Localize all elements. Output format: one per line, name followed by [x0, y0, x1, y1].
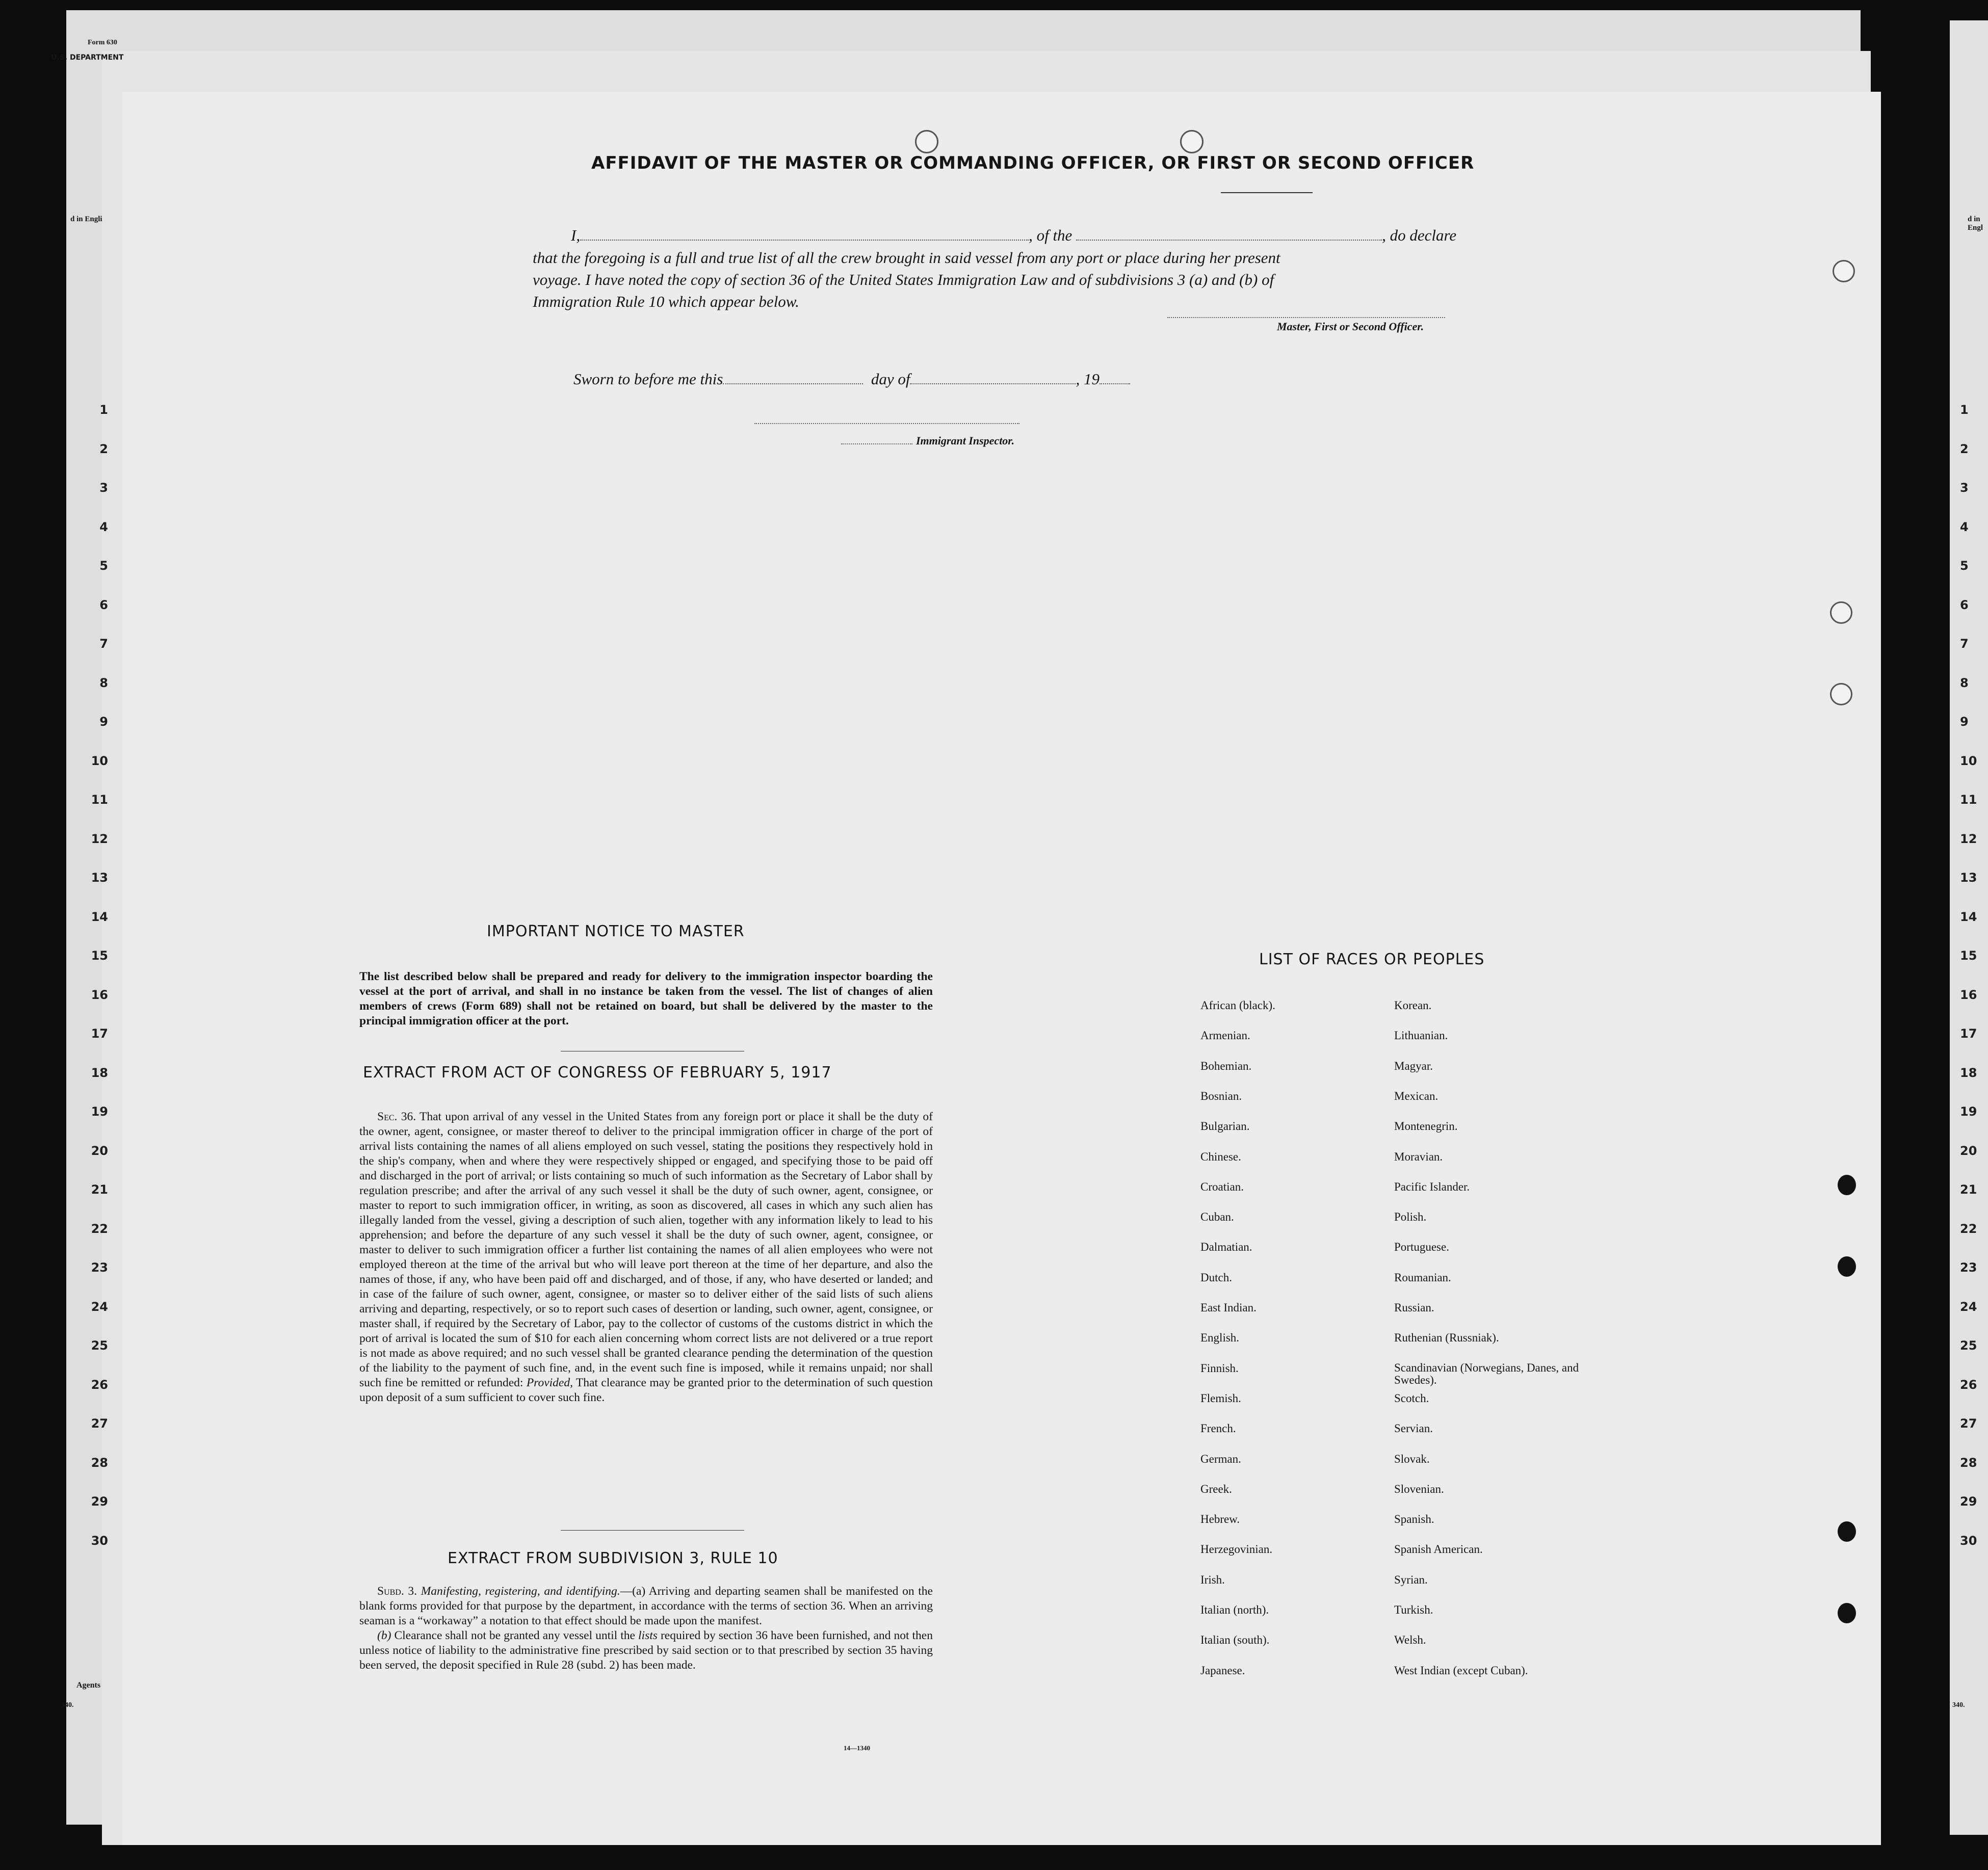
row-number: 2 [99, 441, 108, 456]
row-number: 9 [99, 715, 108, 729]
binding-hole [1833, 260, 1855, 282]
section-label: Sec. 36. [377, 1110, 416, 1123]
row-number: 25 [1960, 1338, 1977, 1353]
race-item: Herzegovinian. [1200, 1543, 1273, 1556]
row-number: 8 [99, 675, 108, 690]
affidavit-title: AFFIDAVIT OF THE MASTER OR COMMANDING OFFICER, OR FIRST OR SECOND OFFICER [591, 153, 1475, 173]
affidavit-page [122, 92, 1881, 1845]
row-number: 3 [1960, 481, 1969, 495]
row-number: 15 [91, 949, 108, 963]
binding-hole [915, 130, 938, 153]
row-number: 10 [91, 753, 108, 768]
subd-label: Subd. 3. [377, 1585, 417, 1598]
race-item: Bohemian. [1200, 1059, 1252, 1072]
row-number: 27 [1960, 1416, 1977, 1431]
act-extract-body [359, 1110, 933, 1405]
row-number: 11 [1960, 793, 1977, 807]
affidavit-line-1 [571, 224, 1456, 246]
vessel-blank[interactable] [1076, 226, 1382, 241]
affidavit-body [533, 247, 1496, 312]
row-number: 22 [91, 1221, 108, 1236]
row-number: 8 [1960, 675, 1969, 690]
binding-hole [1830, 683, 1852, 705]
row-number: 25 [91, 1338, 108, 1353]
row-number: 13 [91, 871, 108, 885]
race-item: Slovenian. [1394, 1482, 1444, 1495]
subd-heading: Manifesting, registering, and identifying. [421, 1585, 620, 1598]
race-item: Scotch. [1394, 1391, 1429, 1405]
row-number: 26 [91, 1377, 108, 1392]
row-number: 28 [91, 1455, 108, 1470]
row-number: 18 [91, 1065, 108, 1080]
day-blank[interactable] [723, 370, 863, 384]
rule-extract-body [359, 1584, 933, 1673]
row-number: 6 [1960, 597, 1969, 612]
affidavit-line-2: that the foregoing is a full and true list of all the crew brought in said vessel from any port or place during her present [533, 249, 1280, 267]
row-number: 12 [1960, 831, 1977, 846]
row-number: 24 [1960, 1299, 1977, 1314]
subdivision-b [359, 1628, 933, 1673]
race-item: Dalmatian. [1200, 1241, 1252, 1254]
row-number: 27 [91, 1416, 108, 1431]
row-number: 19 [1960, 1104, 1977, 1119]
row-number: 19 [91, 1104, 108, 1119]
row-number: 30 [91, 1533, 108, 1548]
sworn-text: Sworn to before me this [573, 370, 723, 388]
subd-a-label: —(a) [620, 1585, 646, 1598]
race-item: Cuban. [1200, 1210, 1234, 1224]
race-item: Russian. [1394, 1301, 1434, 1314]
binding-hole [1180, 130, 1204, 153]
row-number: 6 [99, 597, 108, 612]
inspector-signature-leader [841, 443, 912, 444]
race-item: West Indian (except Cuban). [1394, 1664, 1528, 1677]
row-number: 21 [91, 1182, 108, 1197]
row-number: 12 [91, 831, 108, 846]
name-blank[interactable] [580, 226, 1029, 241]
race-item: Spanish American. [1394, 1543, 1483, 1556]
department-label: U.S. DEPARTMENT [51, 54, 124, 62]
divider [561, 1530, 744, 1531]
row-number: 18 [1960, 1065, 1977, 1080]
subdivision-a [359, 1584, 933, 1628]
row-number: 5 [99, 559, 108, 573]
row-number: 4 [1960, 519, 1969, 534]
row-number: 17 [91, 1026, 108, 1041]
notice-title: IMPORTANT NOTICE TO MASTER [487, 923, 745, 940]
row-number: 1 [1960, 403, 1969, 417]
race-item: Croatian. [1200, 1180, 1244, 1193]
row-number: 5 [1960, 559, 1969, 573]
notice-body: The list described below shall be prepared and ready for delivery to the immigration inspector boarding the vessel at the port of arrival, and shall in no instance be taken from the vessel. The list of changes of alien members of crews (Form 689) shall not be retained on board, but shall be delivered by the master to the principal immigration officer at the port. [359, 970, 933, 1028]
subd-b-label: (b) [377, 1629, 391, 1642]
row-number: 29 [91, 1494, 108, 1509]
race-item: Montenegrin. [1394, 1120, 1458, 1133]
race-item: Turkish. [1394, 1603, 1433, 1616]
row-number: 15 [1960, 949, 1977, 963]
row-number: 1 [99, 403, 108, 417]
year-right: 340. [1952, 1701, 1965, 1709]
race-item: Syrian. [1394, 1573, 1428, 1586]
subd-a-text: Arriving and departing seamen shall be manifested on the blank forms provided for that purpose by the department, in accordance with the terms of section 36. When an arriving seaman is a “workaway” a notation to that effect should be made upon the manifest. [359, 1585, 933, 1627]
affidavit-declare: , do declare [1382, 226, 1457, 244]
affidavit-line-3: voyage. I have noted the copy of section 36 of the United States Immigration Law and of subdivisions 3 (a) and (b) of [533, 271, 1274, 288]
race-item: German. [1200, 1452, 1241, 1465]
race-item: French. [1200, 1422, 1236, 1435]
binding-hole [1838, 1175, 1856, 1195]
year-left: 340. [61, 1701, 74, 1709]
binding-hole [1838, 1256, 1856, 1277]
row-number: 10 [1960, 753, 1977, 768]
race-item: Scandinavian (Norwegians, Danes, and Swedes). [1394, 1361, 1579, 1386]
race-item: Roumanian. [1394, 1271, 1451, 1284]
race-item: Spanish. [1394, 1513, 1434, 1526]
race-item: East Indian. [1200, 1301, 1257, 1314]
subd-b-text-1: Clearance shall not be granted any vessel until the [394, 1629, 635, 1642]
rule-extract-title: EXTRACT FROM SUBDIVISION 3, RULE 10 [448, 1549, 778, 1567]
row-number: 20 [91, 1143, 108, 1158]
race-item: Korean. [1394, 999, 1432, 1012]
row-number: 14 [1960, 909, 1977, 924]
race-item: Moravian. [1394, 1150, 1443, 1163]
binding-hole [1830, 601, 1852, 624]
provided-label: Provided, [526, 1376, 573, 1389]
adjacent-sheet-right [1950, 20, 1988, 1835]
race-item: African (black). [1200, 999, 1275, 1012]
race-item: Pacific Islander. [1394, 1180, 1470, 1193]
race-item: Japanese. [1200, 1664, 1245, 1677]
row-number: 16 [1960, 987, 1977, 1002]
year-blank[interactable] [1100, 370, 1130, 384]
race-item: Lithuanian. [1394, 1029, 1448, 1042]
race-item: Servian. [1394, 1422, 1433, 1435]
row-number: 23 [91, 1260, 108, 1275]
divider [1221, 192, 1313, 193]
race-item: Magyar. [1394, 1059, 1433, 1072]
row-number: 7 [1960, 637, 1969, 651]
race-item: Italian (south). [1200, 1634, 1270, 1647]
race-item: Welsh. [1394, 1634, 1426, 1647]
month-blank[interactable] [910, 370, 1076, 384]
row-number: 23 [1960, 1260, 1977, 1275]
race-item: Portuguese. [1394, 1241, 1449, 1254]
race-item: Finnish. [1200, 1361, 1239, 1375]
row-number: 28 [1960, 1455, 1977, 1470]
race-item: Armenian. [1200, 1029, 1250, 1042]
edge-text-right: d in Engl [1968, 215, 1983, 232]
race-item: English. [1200, 1331, 1240, 1345]
row-number: 26 [1960, 1377, 1977, 1392]
row-number: 2 [1960, 441, 1969, 456]
row-number: 3 [99, 481, 108, 495]
print-code: 14—1340 [844, 1744, 870, 1752]
row-number: 29 [1960, 1494, 1977, 1509]
act-extract-title: EXTRACT FROM ACT OF CONGRESS OF FEBRUARY 5, 1917 [363, 1064, 832, 1082]
race-item: Hebrew. [1200, 1513, 1240, 1526]
affidavit-line-4: Immigration Rule 10 which appear below. [533, 293, 799, 310]
race-item: Dutch. [1200, 1271, 1232, 1284]
row-number: 16 [91, 987, 108, 1002]
binding-hole [1838, 1521, 1856, 1542]
row-number: 21 [1960, 1182, 1977, 1197]
race-item: Bosnian. [1200, 1089, 1242, 1102]
race-item: Bulgarian. [1200, 1120, 1250, 1133]
row-number: 13 [1960, 871, 1977, 885]
row-number: 17 [1960, 1026, 1977, 1041]
race-item: Ruthenian (Russniak). [1394, 1331, 1499, 1345]
affidavit-of-the: , of the [1029, 226, 1073, 244]
races-title: LIST OF RACES OR PEOPLES [1259, 951, 1485, 968]
inspector-signature-label: Immigrant Inspector. [916, 434, 1015, 447]
subd-b-text-2: required by section 36 have been furnished, and not then unless notice of liability to the administrative fine prescribed by said section or to that prescribed by section 35 having been served, the deposit specified in Rule 28 (subd. 2) has been made. [359, 1629, 933, 1672]
edge-text-left: d in Engli [70, 215, 102, 223]
day-of-text: day of [871, 370, 910, 388]
race-item: Irish. [1200, 1573, 1225, 1586]
master-signature-line[interactable] [1167, 317, 1445, 318]
row-number: 30 [1960, 1533, 1977, 1548]
race-item: Greek. [1200, 1482, 1232, 1495]
row-number: 11 [91, 793, 108, 807]
row-number: 9 [1960, 715, 1969, 729]
agents-label: Agents [76, 1681, 101, 1690]
row-number: 4 [99, 519, 108, 534]
race-item: Chinese. [1200, 1150, 1241, 1163]
year-prefix: , 19 [1076, 370, 1100, 388]
binding-hole [1838, 1603, 1856, 1623]
race-item: Mexican. [1394, 1089, 1438, 1102]
section-36-text: That upon arrival of any vessel in the United States from any foreign port or place it shall be the duty of the owner, agent, consignee, or master thereof to deliver to the principal immigration officer in charge of the port of arrival lists containing the names of all aliens employed on such vessel, stating the positions they respectively hold in the ship's company, when and where they were respectively shipped or engaged, and specifying those to be paid off and discharged in the port of arrival; or lists containing so much of such information as the Secretary of Labor shall by regulation prescribe; and after the arrival of any such vessel it shall be the duty of such owner, agent, consignee, or master to report to such immigration officer, in writing, as soon as discovered, all cases in which any such alien has illegally landed from the vessel, giving a description of such alien, together with any information likely to lead to his apprehension; and before the departure of any such vessel it shall be the duty of such owner, agent, consignee, or master to deliver to such immigration officer a further list containing the names of all alien employees who were not employed thereon at the time of the arrival but who will leave port thereon at the time of her departure, and also the names of those, if any, who have been paid off and discharged, and of those, if any, who have deserted or landed; and in case of the failure of such owner, agent, consignee, or master so to deliver either of the said lists of such aliens arriving and departing, respectively, or so to report such cases of desertion or landing, such owner, agent, consignee, or master shall, if required by the Secretary of Labor, pay to the collector of customs of the customs district in which the port of arrival is located the sum of $10 for each alien concerning whom correct lists are not delivered or a true report is not made as above required; and no such vessel shall be granted clearance pending the determination of the question of the liability to the payment of such fine, and, in the event such fine is imposed, while it remains unpaid; nor shall such fine be remitted or refunded: [359, 1110, 933, 1389]
row-number: 24 [91, 1299, 108, 1314]
affidavit-i: I, [571, 226, 581, 244]
race-item: Polish. [1394, 1210, 1427, 1224]
master-signature-label: Master, First or Second Officer. [1277, 320, 1424, 333]
subd-b-lists: lists [638, 1629, 658, 1642]
row-number: 22 [1960, 1221, 1977, 1236]
provided-text: That clearance may be granted prior to the determination of such question upon deposit of a sum sufficient to cover such fine. [359, 1376, 933, 1404]
form-number: Form 630 [88, 39, 117, 46]
sworn-line [573, 368, 1130, 390]
inspector-signature-line[interactable] [754, 423, 1019, 424]
row-number: 7 [99, 637, 108, 651]
row-number: 20 [1960, 1143, 1977, 1158]
race-item: Italian (north). [1200, 1603, 1269, 1616]
row-number: 14 [91, 909, 108, 924]
race-item: Flemish. [1200, 1391, 1241, 1405]
race-item: Slovak. [1394, 1452, 1430, 1465]
